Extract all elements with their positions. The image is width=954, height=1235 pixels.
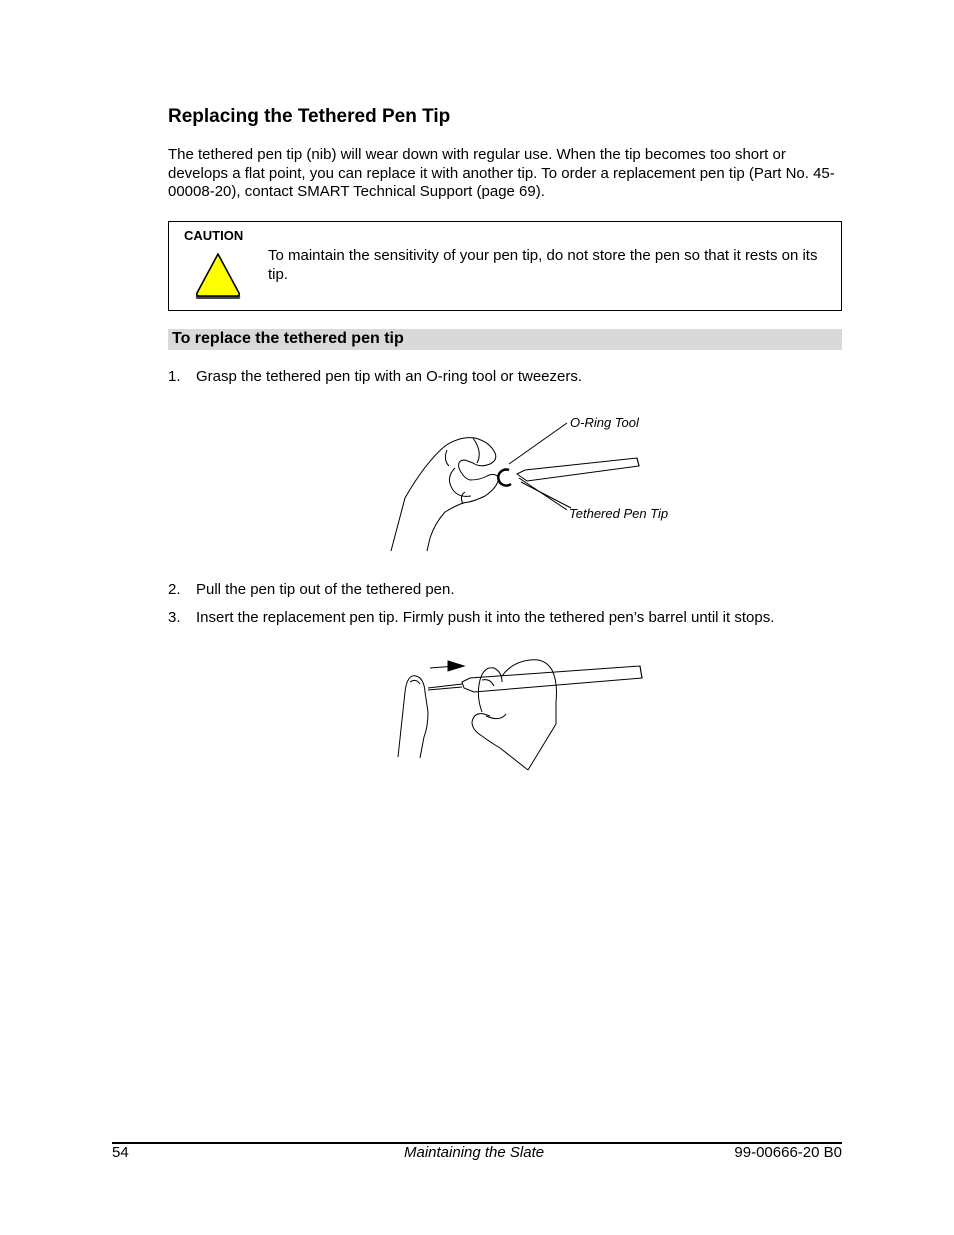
oring-tool-illustration bbox=[385, 408, 685, 558]
caution-box bbox=[168, 221, 842, 311]
page-number: 54 bbox=[112, 1144, 129, 1161]
chapter-title: Maintaining the Slate bbox=[404, 1144, 545, 1161]
warning-triangle-icon bbox=[193, 252, 243, 302]
intro-paragraph: The tethered pen tip (nib) will wear down with regular use. When the tip becomes too short or develops a flat point, you can replace it with another tip. To order a replacement pen tip (Part No. 45-00008-20), contact SMART Technical Support (page 69). bbox=[168, 146, 835, 200]
step-text: Insert the replacement pen tip. Firmly push it into the tethered pen’s barrel until it stops. bbox=[196, 609, 775, 626]
caution-label: CAUTION bbox=[184, 228, 244, 243]
step-text: Pull the pen tip out of the tethered pen. bbox=[196, 581, 455, 598]
step-number: 1. bbox=[168, 368, 181, 385]
procedure-heading bbox=[168, 329, 842, 350]
step-text: Grasp the tethered pen tip with an O-ring tool or tweezers. bbox=[196, 368, 583, 385]
insert-pen-tip-illustration bbox=[390, 652, 650, 777]
step-number: 2. bbox=[168, 581, 181, 598]
procedure-title: To replace the tethered pen tip bbox=[172, 330, 404, 347]
callout-oring-tool: O-Ring Tool bbox=[570, 415, 639, 430]
section-title: Replacing the Tethered Pen Tip bbox=[168, 106, 451, 127]
caution-text: To maintain the sensitivity of your pen tip, do not store the pen so that it rests on its tip. bbox=[268, 247, 818, 283]
callout-tethered-pen-tip: Tethered Pen Tip bbox=[569, 506, 669, 521]
document-number: 99-00666-20 B0 bbox=[734, 1144, 842, 1161]
step-number: 3. bbox=[168, 609, 181, 626]
